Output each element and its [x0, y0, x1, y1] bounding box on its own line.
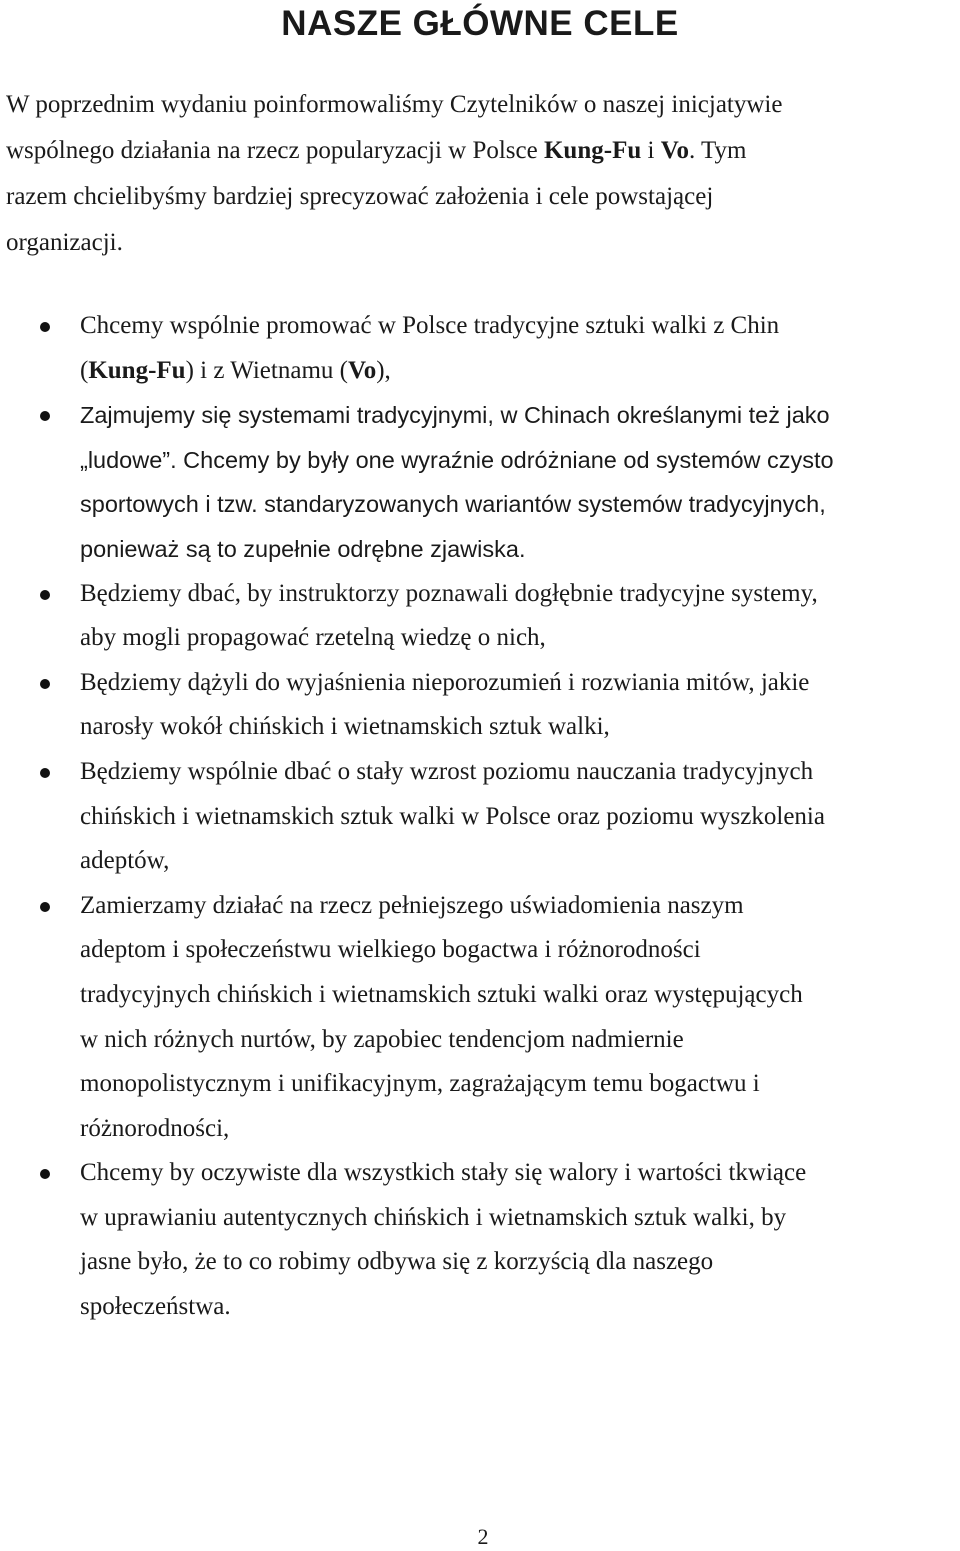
bullet-icon: [40, 590, 50, 600]
item-line: Zamierzamy działać na rzecz pełniejszego uświadomienia naszym: [80, 891, 744, 919]
item-line: tradycyjnych chińskich i wietnamskich sztuki walki oraz występujących: [80, 980, 803, 1008]
term-kung-fu: Kung-Fu: [543, 137, 642, 164]
bullet-icon: [40, 768, 50, 778]
intro-line: [6, 128, 936, 174]
text-run: ) i z Wietnamu (: [185, 356, 348, 384]
item-line: Będziemy dbać, by instruktorzy poznawali dogłębnie tradycyjne systemy,: [80, 579, 818, 607]
page-title: NASZE GŁÓWNE CELE: [281, 4, 679, 43]
intro-paragraph: [6, 82, 936, 266]
item-line: Będziemy wspólnie dbać o stały wzrost poziomu nauczania tradycyjnych: [80, 757, 814, 785]
text-run: . Tym: [688, 137, 747, 164]
list-item: [0, 393, 960, 571]
term-vo: Vo: [660, 137, 689, 164]
item-line: sportowych i tzw. standaryzowanych wariantów systemów tradycyjnych,: [80, 491, 826, 518]
item-line: adeptów,: [80, 847, 170, 875]
list-item: [0, 572, 960, 661]
item-line: Będziemy dążyli do wyjaśnienia nieporozumień i rozwiania mitów, jakie: [80, 668, 810, 696]
item-line: w uprawianiu autentycznych chińskich i wietnamskich sztuk walki, by: [80, 1203, 787, 1231]
text-run: i: [641, 137, 661, 164]
item-line: Chcemy wspólnie promować w Polsce tradycyjne sztuki walki z Chin: [80, 312, 780, 339]
list-item: [0, 884, 960, 1152]
item-line: społeczeństwa.: [80, 1293, 231, 1321]
bullet-icon: [40, 322, 50, 332]
list-item: [0, 304, 960, 393]
item-line: [80, 349, 960, 394]
item-line: w nich różnych nurtów, by zapobiec tendencjom nadmiernie: [80, 1025, 684, 1053]
item-line: „ludowe”. Chcemy by były one wyraźnie odróżniane od systemów czysto: [80, 446, 834, 473]
intro-line: W poprzednim wydaniu poinformowaliśmy Czytelników o naszej inicjatywie: [6, 91, 783, 118]
text-run: (: [80, 356, 89, 384]
page-number: 2: [477, 1524, 489, 1549]
list-item: [0, 661, 960, 750]
bullet-icon: [40, 679, 50, 689]
bullet-icon: [40, 1169, 50, 1179]
item-line: aby mogli propagować rzetelną wiedzę o nich,: [80, 624, 546, 652]
item-line: narosły wokół chińskich i wietnamskich sztuk walki,: [80, 713, 610, 741]
term-vo: Vo: [347, 356, 377, 384]
item-line: jasne było, że to co robimy odbywa się z korzyścią dla naszego: [80, 1248, 714, 1276]
intro-line: organizacji.: [6, 229, 123, 256]
item-line: różnorodności,: [80, 1114, 230, 1142]
item-line: Chcemy by oczywiste dla wszystkich stały się walory i wartości tkwiące: [80, 1159, 807, 1187]
text-run: wspólnego działania na rzecz popularyzacji w Polsce: [6, 137, 544, 164]
bullet-icon: [40, 902, 50, 912]
bullet-icon: [40, 411, 50, 421]
item-line: adeptom i społeczeństwu wielkiego bogactwa i różnorodności: [80, 936, 701, 964]
text-run: ),: [376, 356, 391, 384]
goals-list: [0, 304, 960, 1330]
list-item: [0, 1151, 960, 1329]
list-item: [0, 750, 960, 884]
item-line: chińskich i wietnamskich sztuk walki w Polsce oraz poziomu wyszkolenia: [80, 802, 825, 830]
item-line: Zajmujemy się systemami tradycyjnymi, w Chinach określanymi też jako: [80, 402, 830, 429]
intro-line: razem chcielibyśmy bardziej sprecyzować założenia i cele powstającej: [6, 183, 714, 210]
item-line: ponieważ są to zupełnie odrębne zjawiska.: [80, 535, 526, 562]
term-kung-fu: Kung-Fu: [88, 356, 186, 384]
item-line: monopolistycznym i unifikacyjnym, zagrażającym temu bogactwu i: [80, 1070, 760, 1098]
